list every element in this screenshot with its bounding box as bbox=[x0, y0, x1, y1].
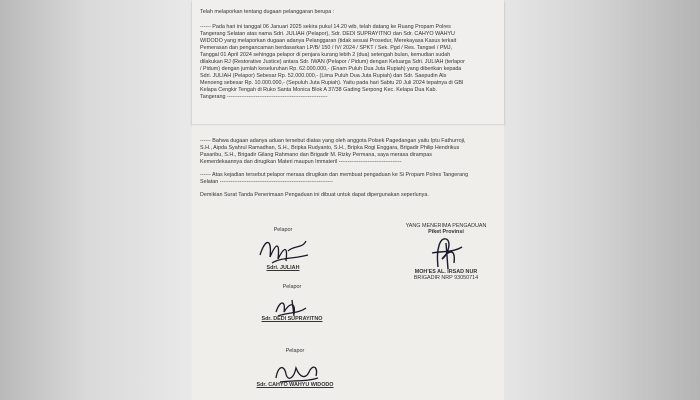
doc-line: Kelapa Cengkir Tengah di Ruko Santa Monica Blok A 37/38 Gading Serpong Kec. Kelapa Dua Kab. bbox=[200, 87, 437, 93]
signature-image bbox=[228, 233, 338, 265]
signer-name: Sdri. JULIAH bbox=[266, 265, 300, 271]
doc-line: Sdri. JULIAH (Pelapor) Sebesar Rp. 52.000.000,- (Lima Puluh Dua Juta Rupiah) dan Sdr. Saepudin Als bbox=[200, 73, 447, 79]
signature-block-pelapor-1 bbox=[228, 227, 338, 271]
receiver-rank: BRIGADIR NRP 93050714 bbox=[413, 275, 479, 281]
signer-name: Sdr. CAHYO WAHYU WIDODO bbox=[256, 382, 334, 388]
doc-line: Selatan --------------------------------------------------------------- bbox=[200, 179, 333, 185]
signature-role: Pelapor bbox=[282, 284, 302, 290]
document-page-1 bbox=[192, 0, 504, 125]
receiver-subtitle: Piket Provinsi bbox=[428, 229, 464, 235]
background-right bbox=[502, 0, 700, 400]
background-left bbox=[0, 0, 192, 400]
doc-line: Tangerang Selatan atas nama Sdri. JULIAH (Pelapor), Sdr. DEDI SUPRAYITNO dan Sdr. CAHYO WAHYU bbox=[200, 31, 455, 37]
doc-line: Pemerasan dan pengancaman berdasarkan LP/B/ 150 / IV/ 2024 / SPKT / Sek. Pgd / Res. Tangsel / PMJ, bbox=[200, 45, 453, 51]
signature-role: Pelapor bbox=[285, 348, 305, 354]
doc-line: Pasaribu, S.H., Brigadir Gilang Rahmano dan Brigadir M. Rizky Permana, saya merasa dirampas bbox=[200, 152, 432, 158]
document-page-2 bbox=[192, 126, 504, 400]
signature-role: Pelapor bbox=[273, 227, 293, 233]
handwritten-signature-icon bbox=[418, 233, 474, 273]
doc-line: Tangerang -------------------------------------------------------- bbox=[200, 94, 328, 100]
signer-name: Sdr. DEDI SUPRAYITNO bbox=[261, 316, 323, 322]
signature-block-receiver bbox=[388, 223, 504, 281]
doc-line: WIDODO yang melaporkan dugaan adanya Pelanggaran (tidak sesuai Prosedur, Merekayasa Kasus terkait bbox=[200, 38, 457, 44]
receiver-name: MOH'ES AL. IRSAD NUR bbox=[414, 269, 478, 275]
doc-line: ------ Atas kejadian tersebut pelapor merasa dirugikan dan membuat pengaduan ke Si Propam Polres Tangerang bbox=[200, 172, 469, 178]
signature-image bbox=[388, 235, 504, 269]
receiver-role: YANG MENERIMA PENGADUAN bbox=[405, 223, 487, 229]
doc-line: Demikian Surat Tanda Penerimaan Pengaduan ini dibuat untuk dapat dipergunakan seperlunya. bbox=[200, 192, 429, 198]
doc-line: S.H., Aipda Syahrul Ramadhan, S.H., Bripka Rudyanto, S.H., Bripka Rogi Enggara, Brigadir Philip Hendrikus bbox=[200, 145, 460, 151]
signature-image bbox=[230, 354, 360, 382]
doc-line: Telah melaporkan tentang dugaan pelanggaran berupa : bbox=[200, 9, 335, 15]
doc-line: / Pidum) dengan jumlah keseluruhan Rp. 62.000.000,- (Enam Puluh Dua Juta Rupiah) yang diberikan kepada bbox=[200, 66, 462, 72]
doc-line: dilakukan RJ (Restorative Justice) antara Sdr. IWAN (Pelapor / Pidum) dengan Keluarga Sdri. JULIAH (terlapor bbox=[200, 59, 465, 65]
signature-block-pelapor-2 bbox=[232, 284, 352, 322]
doc-line: ------ Bahwa dugaan adanya aduan tersebut diatas yang oleh anggota Polsek Pagedangan yaitu Iptu Fathurroji, bbox=[200, 138, 466, 144]
doc-line: ------ Pada hari ini tanggal 06 Januari 2025 sekira pukul 14.20 wib, telah datang ke Ruang Propam Polres bbox=[200, 24, 451, 30]
doc-line: Kemerdekaannya dan dirugikan Materi maupun Immateril ----------------------------------- bbox=[200, 159, 402, 165]
signature-image bbox=[232, 290, 352, 316]
handwritten-signature-icon bbox=[254, 233, 314, 267]
handwritten-signature-icon bbox=[270, 358, 322, 386]
doc-line: Menoeng sebesar Rp. 10.000.000,- (Sepuluh Juta Rupiah). Yaitu pada hari Sabtu 20 Juli 2024 tepatnya di GBI bbox=[200, 80, 464, 86]
handwritten-signature-icon bbox=[270, 294, 310, 320]
signature-block-pelapor-3 bbox=[230, 348, 360, 388]
doc-line: Tanggal 01 April 2024 sehingga pelapor di penjara kurang lebih 2 (dua) setengah bulan, kemudian sudah bbox=[200, 52, 451, 58]
